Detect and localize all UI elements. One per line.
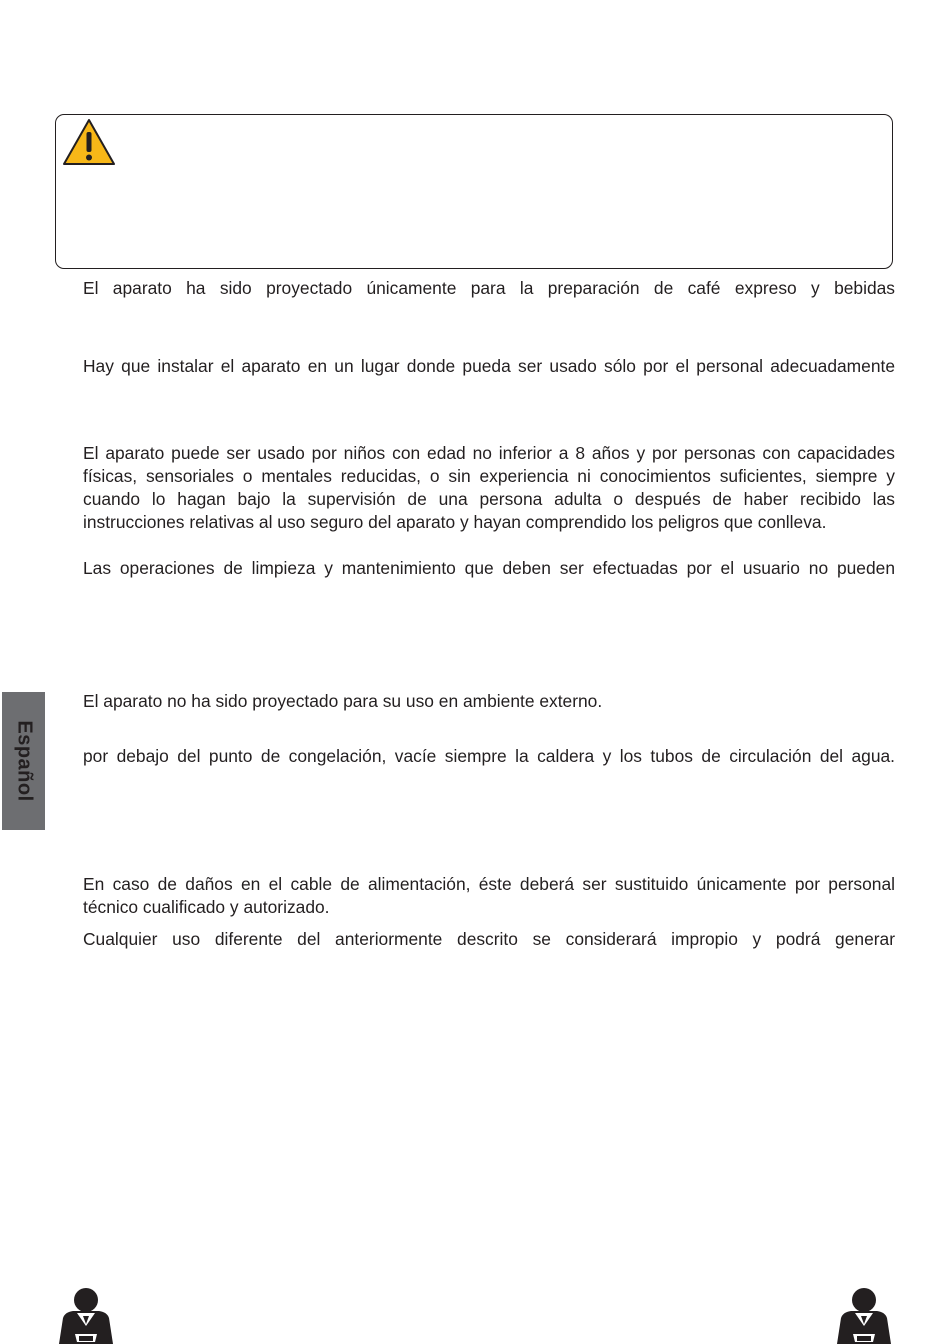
paragraph-installation: Hay que instalar el aparato en un lugar donde pueda ser usado sólo por el personal adecuadamente xyxy=(83,356,895,376)
paragraph-power-cable: En caso de daños en el cable de alimentación, éste deberá ser sustituido únicamente por personal técnico cualificado y autorizado. xyxy=(83,874,895,917)
warning-triangle-icon xyxy=(62,118,116,166)
paragraph-cleaning: Las operaciones de limpieza y mantenimiento que deben ser efectuadas por el usuario no pueden xyxy=(83,558,895,578)
paragraph-freezing: por debajo del punto de congelación, vacíe siempre la caldera y los tubos de circulación del agua. xyxy=(83,746,895,766)
paragraph-outdoor-use: El aparato no ha sido proyectado para su uso en ambiente externo. xyxy=(83,691,603,711)
paragraph-children-use: El aparato puede ser usado por niños con edad no inferior a 8 años y por personas con capacidades físicas, sensoriales o mentales reducidas, o sin experiencia ni conocimientos suficientes, siempre y cuando lo hagan bajo la supervisión de una persona adulta o después de haber recibido las instrucciones relativas al uso seguro del aparato y hayan comprendido los peligros que conlleva. xyxy=(83,443,895,532)
paragraph-improper-use: Cualquier uso diferente del anteriormente descrito se considerará impropio y podrá generar xyxy=(83,929,895,949)
warning-box xyxy=(55,114,893,269)
paragraph-intended-use: El aparato ha sido proyectado únicamente para la preparación de café expreso y bebidas xyxy=(83,278,895,298)
language-side-tab xyxy=(2,692,45,830)
barista-logo-icon xyxy=(55,1286,117,1344)
barista-logo-icon xyxy=(833,1286,895,1344)
language-side-tab-label: Español xyxy=(13,720,35,802)
